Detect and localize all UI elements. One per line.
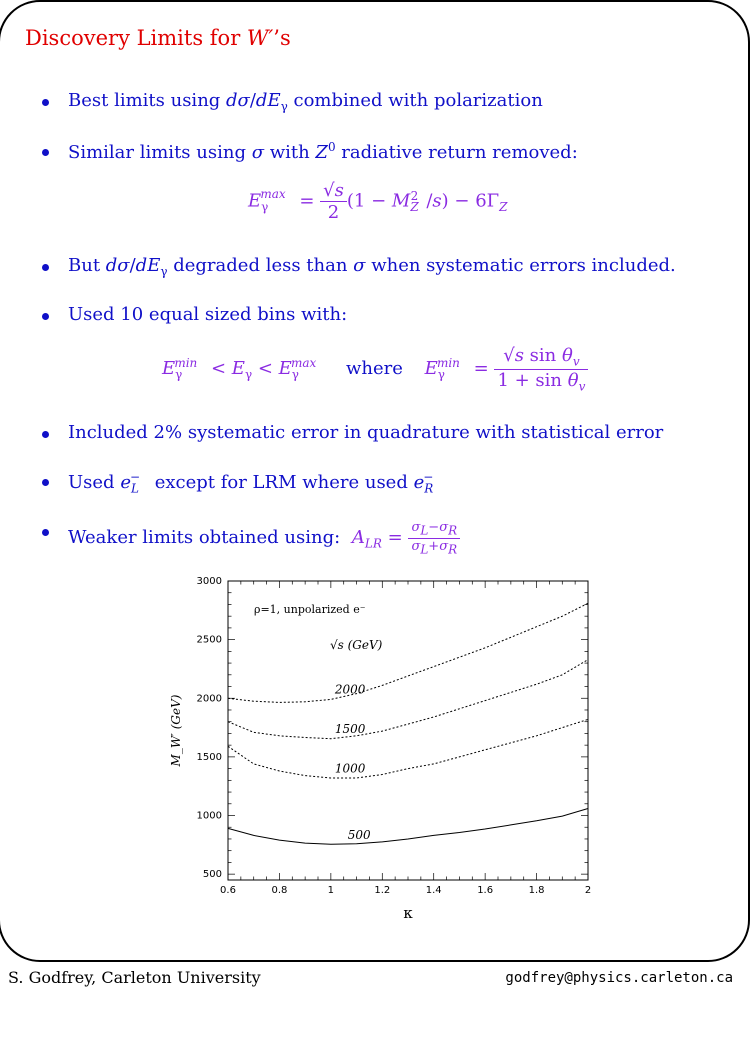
slide-title: Discovery Limits for W′’s <box>25 26 291 50</box>
plot-frame <box>228 581 588 880</box>
x-tick-label: 1 <box>327 885 335 896</box>
x-tick-label: 1.2 <box>374 885 391 896</box>
bullet-text: Used 10 equal sized bins with: <box>68 304 348 325</box>
series-label-1000: 1000 <box>334 761 366 776</box>
bullet-text: Used $e_L^-$ except for LRM where used $e_R^-$ <box>68 470 434 496</box>
y-tick-label: 1500 <box>196 751 222 763</box>
bullet-text: Best limits using $d\sigma/dE_\gamma$ combined with polarization <box>68 90 543 114</box>
x-tick-label: 1.6 <box>477 885 494 896</box>
y-tick-label: 500 <box>202 869 222 881</box>
series-label-1500: 1500 <box>334 721 366 736</box>
mass-limit-chart <box>150 568 610 938</box>
where-label: where <box>346 358 403 380</box>
bullet-text: Weaker limits obtained using: $A_{LR}$ = $\frac{\sigma_L-\sigma_R}{\sigma_L+\sigma_R}$ <box>68 520 460 556</box>
series-line-2000 <box>228 603 588 702</box>
footer-author: S. Godfrey, Carleton University <box>8 968 261 987</box>
bullet-dot <box>42 479 49 486</box>
bullet-text: Similar limits using σ with $Z^0$ radiative return removed: <box>68 140 578 163</box>
bullet-dot <box>42 149 49 156</box>
series-label-500: 500 <box>347 827 371 842</box>
bullet-dot <box>42 313 49 320</box>
y-tick-label: 2500 <box>196 634 222 646</box>
series-line-1500 <box>228 660 588 739</box>
series-label-2000: 2000 <box>334 682 366 697</box>
equation-emin: $E_\gamma^{min} < E_\gamma < E_\gamma^{max}$ where $E_\gamma^{min}$ = $\frac{√s \sin \theta_v}{1 + \sin \theta_v}$ <box>162 345 588 393</box>
x-tick-label: 0.6 <box>220 885 236 896</box>
y-tick-label: 1000 <box>196 810 222 822</box>
equation-emax: $E_\gamma^{max}$ = $\frac{√s}{2}$ ($1 - M_Z^2$ $/s) - 6\Gamma_Z$ <box>248 180 508 223</box>
footer-email: godfrey@physics.carleton.ca <box>505 970 733 986</box>
bullet-dot <box>42 264 49 271</box>
series-line-1000 <box>228 719 588 778</box>
x-tick-label: 1.8 <box>528 885 545 896</box>
bullet-text: But $d\sigma/dE_\gamma$ degraded less than σ when systematic errors included. <box>68 255 676 279</box>
y-tick-label: 2000 <box>196 693 222 705</box>
series-line-500 <box>228 809 588 845</box>
legend-title: √s (GeV) <box>330 638 383 652</box>
x-axis-label: κ <box>403 904 413 922</box>
bullet-dot <box>42 431 49 438</box>
chart-annotation: ρ=1, unpolarized e⁻ <box>254 603 366 616</box>
x-tick-label: 0.8 <box>271 885 288 896</box>
x-tick-label: 2 <box>584 885 592 896</box>
bullet-dot <box>42 99 49 106</box>
bullet-dot <box>42 529 49 536</box>
y-axis-label: M_W′ (GeV) <box>169 694 183 767</box>
x-tick-label: 1.4 <box>425 885 442 896</box>
y-tick-label: 3000 <box>196 576 222 587</box>
bullet-text: Included 2% systematic error in quadrature with statistical error <box>68 422 664 443</box>
